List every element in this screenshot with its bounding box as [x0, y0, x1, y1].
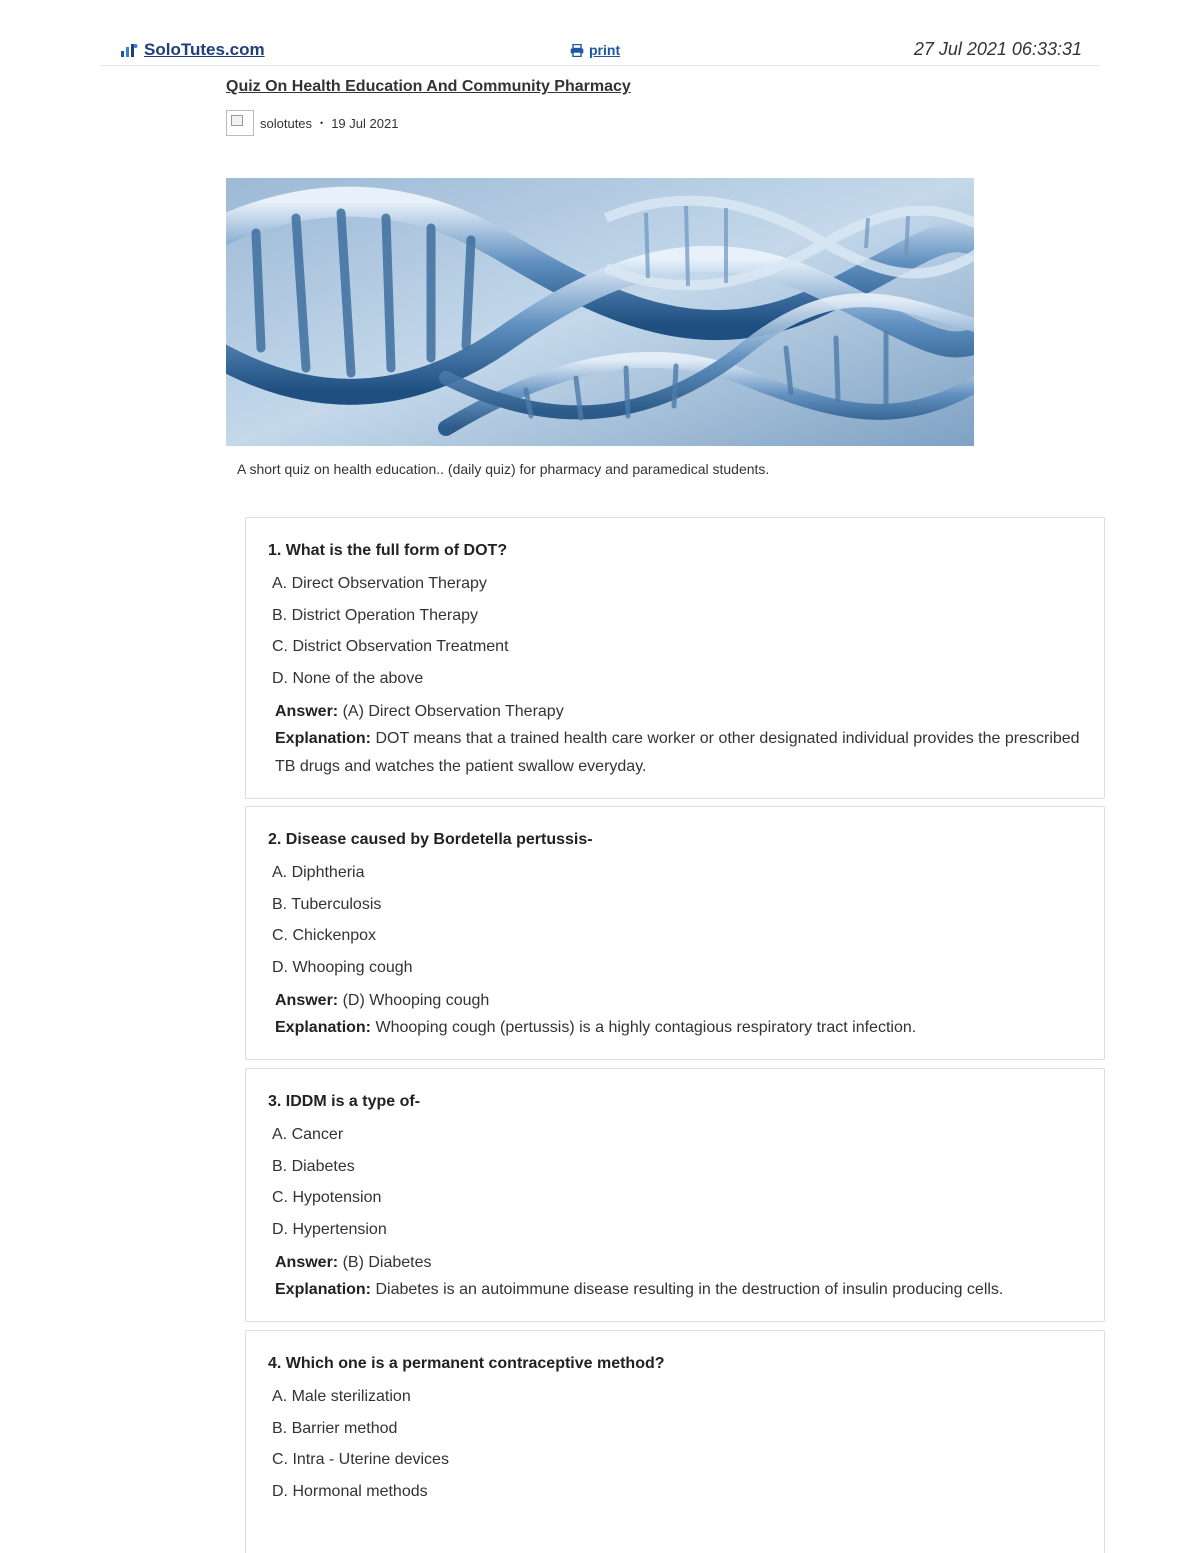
article-meta [226, 110, 398, 136]
explanation-label: Explanation: [275, 730, 372, 747]
answer-line [268, 987, 1082, 1014]
answer-text: (D) Whooping cough [342, 992, 490, 1009]
explanation-text: Diabetes is an autoimmune disease resulting in the destruction of insulin producing cells. [375, 1281, 1004, 1298]
option-item[interactable]: A. Male sterilization [272, 1388, 411, 1405]
option-item[interactable]: A. Direct Observation Therapy [272, 575, 487, 592]
question-card-4 [245, 1330, 1105, 1553]
option-item[interactable]: D. Whooping cough [272, 958, 413, 976]
option-item[interactable]: B. District Operation Therapy [272, 606, 479, 624]
brand-link[interactable] [120, 40, 265, 60]
answer-label: Answer: [275, 992, 339, 1009]
option-item[interactable]: C. Intra - Uterine devices [272, 1451, 449, 1468]
answer-label: Answer: [275, 1254, 339, 1271]
answer-text: (B) Diabetes [342, 1254, 432, 1271]
question-card-2 [245, 806, 1105, 1060]
intro-text: A short quiz on health education.. (daily quiz) for pharmacy and paramedical students. [237, 461, 770, 477]
option-item[interactable]: B. Diabetes [272, 1157, 355, 1175]
question-text: 2. Disease caused by Bordetella pertussis- [268, 831, 593, 848]
option-item[interactable]: C. District Observation Treatment [272, 638, 509, 655]
explanation-line [268, 1014, 1082, 1042]
separator-dot: • [320, 118, 324, 128]
print-label: print [589, 42, 621, 58]
explanation-label: Explanation: [275, 1281, 372, 1298]
explanation-label: Explanation: [275, 1019, 372, 1036]
answer-line [268, 698, 1082, 725]
printer-icon [570, 44, 584, 57]
author-name: solotutes [260, 115, 313, 131]
avatar [226, 110, 254, 136]
answer-label: Answer: [275, 703, 339, 720]
option-item[interactable]: D. Hypertension [272, 1220, 387, 1238]
print-datetime: 27 Jul 2021 06:33:31 [913, 39, 1082, 59]
question-text: 4. Which one is a permanent contraceptive method? [268, 1355, 665, 1372]
explanation-line [268, 725, 1082, 781]
publish-date: 19 Jul 2021 [331, 115, 399, 131]
brand-name: SoloTutes.com [144, 40, 265, 59]
option-item[interactable]: C. Chickenpox [272, 927, 377, 944]
option-item[interactable]: D. None of the above [272, 669, 424, 687]
option-item[interactable]: A. Diphtheria [272, 864, 365, 881]
top-bar [100, 36, 1100, 66]
explanation-text: Whooping cough (pertussis) is a highly contagious respiratory tract infection. [375, 1019, 917, 1036]
option-item[interactable]: D. Hormonal methods [272, 1482, 428, 1500]
question-text: 3. IDDM is a type of- [268, 1093, 421, 1110]
question-card-1 [245, 517, 1105, 799]
answer-text: (A) Direct Observation Therapy [342, 703, 564, 720]
logo-icon [120, 42, 138, 58]
explanation-line [268, 1276, 1082, 1304]
question-card-3 [245, 1068, 1105, 1322]
answer-line [268, 1249, 1082, 1276]
question-text: 1. What is the full form of DOT? [268, 542, 508, 559]
article-title[interactable]: Quiz On Health Education And Community Pharmacy [226, 78, 631, 95]
option-item[interactable]: B. Tuberculosis [272, 895, 382, 913]
explanation-text: DOT means that a trained health care worker or other designated individual provides the prescribed TB drugs and watches the patient swallow everyday. [275, 730, 1080, 775]
print-button[interactable] [570, 42, 620, 58]
hero-image [226, 178, 974, 446]
option-item[interactable]: A. Cancer [272, 1126, 344, 1143]
option-item[interactable]: C. Hypotension [272, 1189, 382, 1206]
option-item[interactable]: B. Barrier method [272, 1419, 398, 1437]
